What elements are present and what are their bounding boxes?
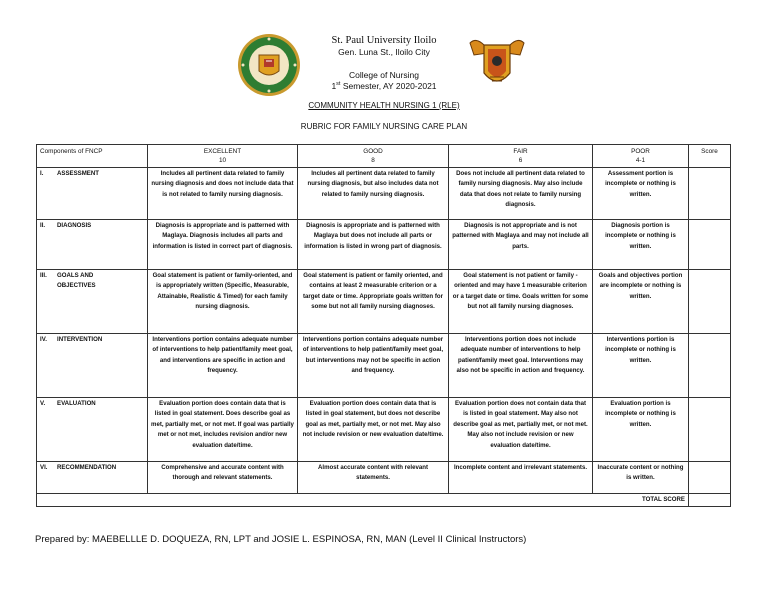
semester-suffix: st — [336, 81, 341, 88]
university-name: St. Paul University Iloilo — [331, 35, 437, 46]
criterion-name: EVALUATION — [57, 400, 96, 407]
excellent-cell: Includes all pertinent data related to family nursing diagnosis and does not include data that is not related to family nursing diagnosis. — [148, 168, 298, 220]
poor-cell: Interventions portion is incomplete or nothing is written. — [593, 334, 689, 398]
college-name: College of Nursing — [349, 70, 419, 80]
criterion-number: II. — [40, 222, 46, 229]
good-cell: Evaluation portion does contain data that is listed in goal statement, but does not describe goal as met, partially met, or not met. May also not include revision or new evaluation date/time. — [298, 398, 449, 462]
header-points: 10 — [218, 157, 227, 164]
criterion-name: INTERVENTION — [57, 336, 103, 343]
criterion-cell — [37, 334, 148, 398]
poor-cell: Evaluation portion is incomplete or nothing is written. — [593, 398, 689, 462]
semester-text: Semester, AY 2020-2021 — [340, 81, 437, 91]
semester — [0, 81, 768, 91]
header-components — [37, 145, 148, 168]
fair-cell: Incomplete content and irrelevant statements. — [449, 462, 593, 494]
excellent-cell: Interventions portion contains adequate number of interventions to help patient/family meet goal, and interventions are specific in action and frequency. — [148, 334, 298, 398]
header-fair — [449, 145, 593, 168]
fair-cell: Diagnosis is not appropriate and is not patterned with Maglaya and may not include all parts. — [449, 220, 593, 270]
excellent-cell: Diagnosis is appropriate and is patterned with Maglaya. Diagnosis includes all parts and information is listed in correct part of diagnosis. — [148, 220, 298, 270]
header-poor — [593, 145, 689, 168]
good-cell: Diagnosis is appropriate and is patterned with Maglaya but does not include all parts or information is listed in wrong part of diagnosis. — [298, 220, 449, 270]
total-score-cell[interactable] — [689, 494, 731, 507]
fair-cell: Does not include all pertinent data related to family nursing diagnosis. May also include data that does not relate to family nursing diagnosis. — [449, 168, 593, 220]
rubric-title: RUBRIC FOR FAMILY NURSING CARE PLAN — [300, 122, 468, 131]
university-address: Gen. Luna St., Iloilo City — [338, 47, 430, 57]
header-label: POOR — [631, 148, 650, 155]
score-cell[interactable] — [689, 462, 731, 494]
header-excellent — [148, 145, 298, 168]
criterion-cell — [37, 168, 148, 220]
table-row — [37, 168, 731, 220]
criterion-name: RECOMMENDATION — [57, 464, 117, 471]
criterion-cell — [37, 270, 148, 334]
criterion-name: DIAGNOSIS — [57, 222, 92, 229]
header-points: 4-1 — [635, 157, 646, 164]
criterion-number: VI. — [40, 464, 48, 471]
poor-cell: Inaccurate content or nothing is written. — [593, 462, 689, 494]
good-cell: Goal statement is patient or family oriented, and contains at least 2 measurable criterion or a target date or time. Appropriate goals written for some but not all family nursing diagnoses. — [298, 270, 449, 334]
score-cell[interactable] — [689, 168, 731, 220]
header-points: 8 — [371, 157, 375, 164]
fair-cell: Interventions portion does not include adequate number of interventions to help patient/family meet goal. Interventions may also not be specific in action and frequency. — [449, 334, 593, 398]
header-score — [689, 145, 731, 168]
header-label: EXCELLENT — [203, 148, 242, 155]
header-label: FAIR — [513, 148, 528, 155]
total-score-label: TOTAL SCORE — [37, 494, 689, 507]
fair-cell: Evaluation portion does not contain data that is listed in goal statement. May also not describe goal as met, partially met, or not met. May also not include revision or new evaluation date/time. — [449, 398, 593, 462]
semester-number: 1 — [331, 81, 337, 91]
header-label: GOOD — [363, 148, 383, 155]
table-row — [37, 270, 731, 334]
criterion-cell — [37, 462, 148, 494]
excellent-cell: Goal statement is patient or family-oriented, and is appropriately written (Specific, Measurable, Attainable, Realistic & Timed) for each family nursing diagnosis. — [148, 270, 298, 334]
header-points: 6 — [518, 157, 523, 164]
header-label: Components of FNCP — [40, 148, 103, 155]
criterion-cell — [37, 398, 148, 462]
excellent-cell: Evaluation portion does contain data that is listed in goal statement. Does describe goal as met, partially met, or not met. If goal was partially met or not met, includes revision and/or new evaluation date/time. — [148, 398, 298, 462]
header-good — [298, 145, 449, 168]
score-cell[interactable] — [689, 220, 731, 270]
fair-cell: Goal statement is not patient or family -oriented and may have 1 measurable criterion or a target date or time. Goals written for some but not all family nursing diagnoses. — [449, 270, 593, 334]
criterion-number: IV. — [40, 336, 47, 343]
criterion-number: III. — [40, 272, 47, 279]
criterion-cell — [37, 220, 148, 270]
criterion-number: V. — [40, 400, 46, 407]
poor-cell: Goals and objectives portion are incomplete or nothing is written. — [593, 270, 689, 334]
good-cell: Includes all pertinent data related to family nursing diagnosis, but also includes data not related to family nursing diagnosis. — [298, 168, 449, 220]
table-row — [37, 220, 731, 270]
table-row — [37, 398, 731, 462]
prepared-by: Prepared by: MAEBELLLE D. DOQUEZA, RN, LPT and JOSIE L. ESPINOSA, RN, MAN (Level II Clinical Instructors) — [35, 534, 527, 545]
excellent-cell: Comprehensive and accurate content with thorough and relevant statements. — [148, 462, 298, 494]
good-cell: Almost accurate content with relevant statements. — [298, 462, 449, 494]
score-cell[interactable] — [689, 334, 731, 398]
rubric-table — [36, 144, 731, 507]
criterion-number: I. — [40, 170, 44, 177]
course-title: COMMUNITY HEALTH NURSING 1 (RLE) — [308, 101, 460, 110]
criterion-name: GOALS AND OBJECTIVES — [57, 272, 96, 290]
table-header-row — [37, 145, 731, 168]
poor-cell: Diagnosis portion is incomplete or nothing is written. — [593, 220, 689, 270]
table-row — [37, 462, 731, 494]
poor-cell: Assessment portion is incomplete or nothing is written. — [593, 168, 689, 220]
criterion-name: ASSESSMENT — [57, 170, 99, 177]
total-row — [37, 494, 731, 507]
score-cell[interactable] — [689, 270, 731, 334]
table-row — [37, 334, 731, 398]
good-cell: Interventions portion contains adequate number of interventions to help patient/family meet goal, but interventions may not be specific in action and frequency. — [298, 334, 449, 398]
header-label: Score — [701, 148, 718, 155]
score-cell[interactable] — [689, 398, 731, 462]
